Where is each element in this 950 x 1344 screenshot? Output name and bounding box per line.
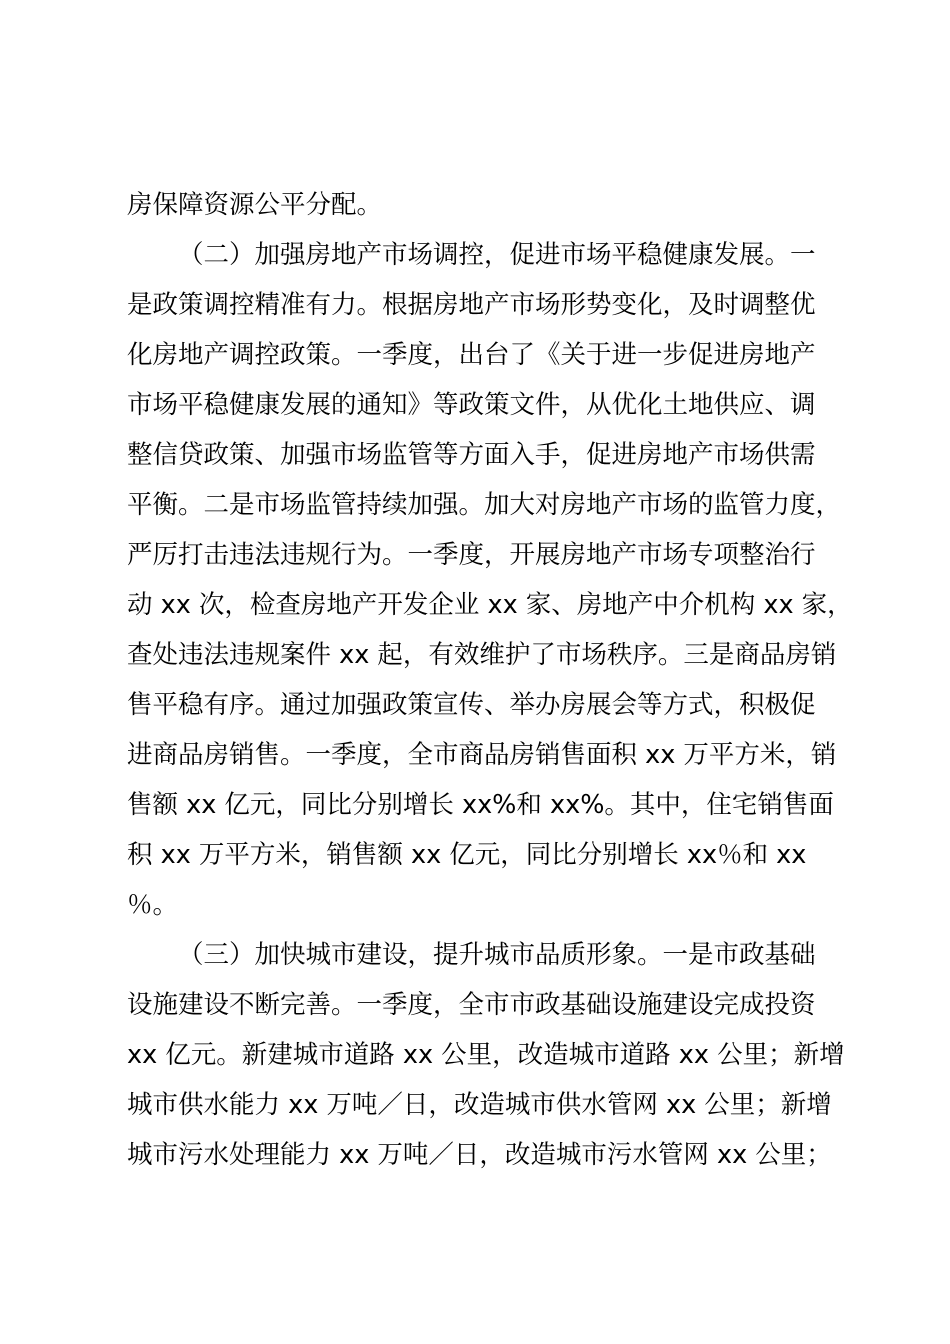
text-line: 平衡。二是市场监管持续加强。加大对房地产市场的监管力度， (127, 490, 842, 520)
text-line: 售平稳有序。通过加强政策宣传、举办房展会等方式，积极促 (127, 690, 816, 720)
text-line: 进商品房销售。一季度，全市商品房销售面积 xx 万平方米，销 (127, 740, 837, 770)
text-line: ％。 (127, 890, 179, 920)
text-line: 城市供水能力 xx 万吨／日，改造城市供水管网 xx 公里；新增 (127, 1090, 832, 1120)
text-line: 化房地产调控政策。一季度，出台了《关于进一步促进房地产 (127, 340, 816, 370)
text-line: 城市污水处理能力 xx 万吨／日，改造城市污水管网 xx 公里； (127, 1140, 832, 1170)
text-line: 动 xx 次，检查房地产开发企业 xx 家、房地产中介机构 xx 家， (127, 590, 853, 620)
text-line: 是政策调控精准有力。根据房地产市场形势变化，及时调整优 (127, 290, 816, 320)
text-line: 整信贷政策、加强市场监管等方面入手，促进房地产市场供需 (127, 440, 816, 470)
text-line: 查处违法违规案件 xx 起，有效维护了市场秩序。三是商品房销 (127, 640, 837, 670)
text-line: 积 xx 万平方米，销售额 xx 亿元，同比分别增长 xx％和 xx (127, 840, 807, 870)
text-line: 设施建设不断完善。一季度，全市市政基础设施建设完成投资 (127, 990, 816, 1020)
text-line: 房保障资源公平分配。 (127, 190, 383, 220)
body-text (127, 180, 857, 1180)
paragraph-first-line: （二）加强房地产市场调控，促进市场平稳健康发展。一 (178, 240, 816, 270)
paragraph-first-line: （三）加快城市建设，提升城市品质形象。一是市政基础 (178, 940, 816, 970)
text-line: 市场平稳健康发展的通知》等政策文件，从优化土地供应、调 (127, 390, 816, 420)
text-line: 售额 xx 亿元，同比分别增长 xx%和 xx%。其中，住宅销售面 (127, 790, 834, 820)
text-line: xx 亿元。新建城市道路 xx 公里，改造城市道路 xx 公里；新增 (127, 1040, 845, 1070)
text-line: 严厉打击违法违规行为。一季度，开展房地产市场专项整治行 (127, 540, 816, 570)
